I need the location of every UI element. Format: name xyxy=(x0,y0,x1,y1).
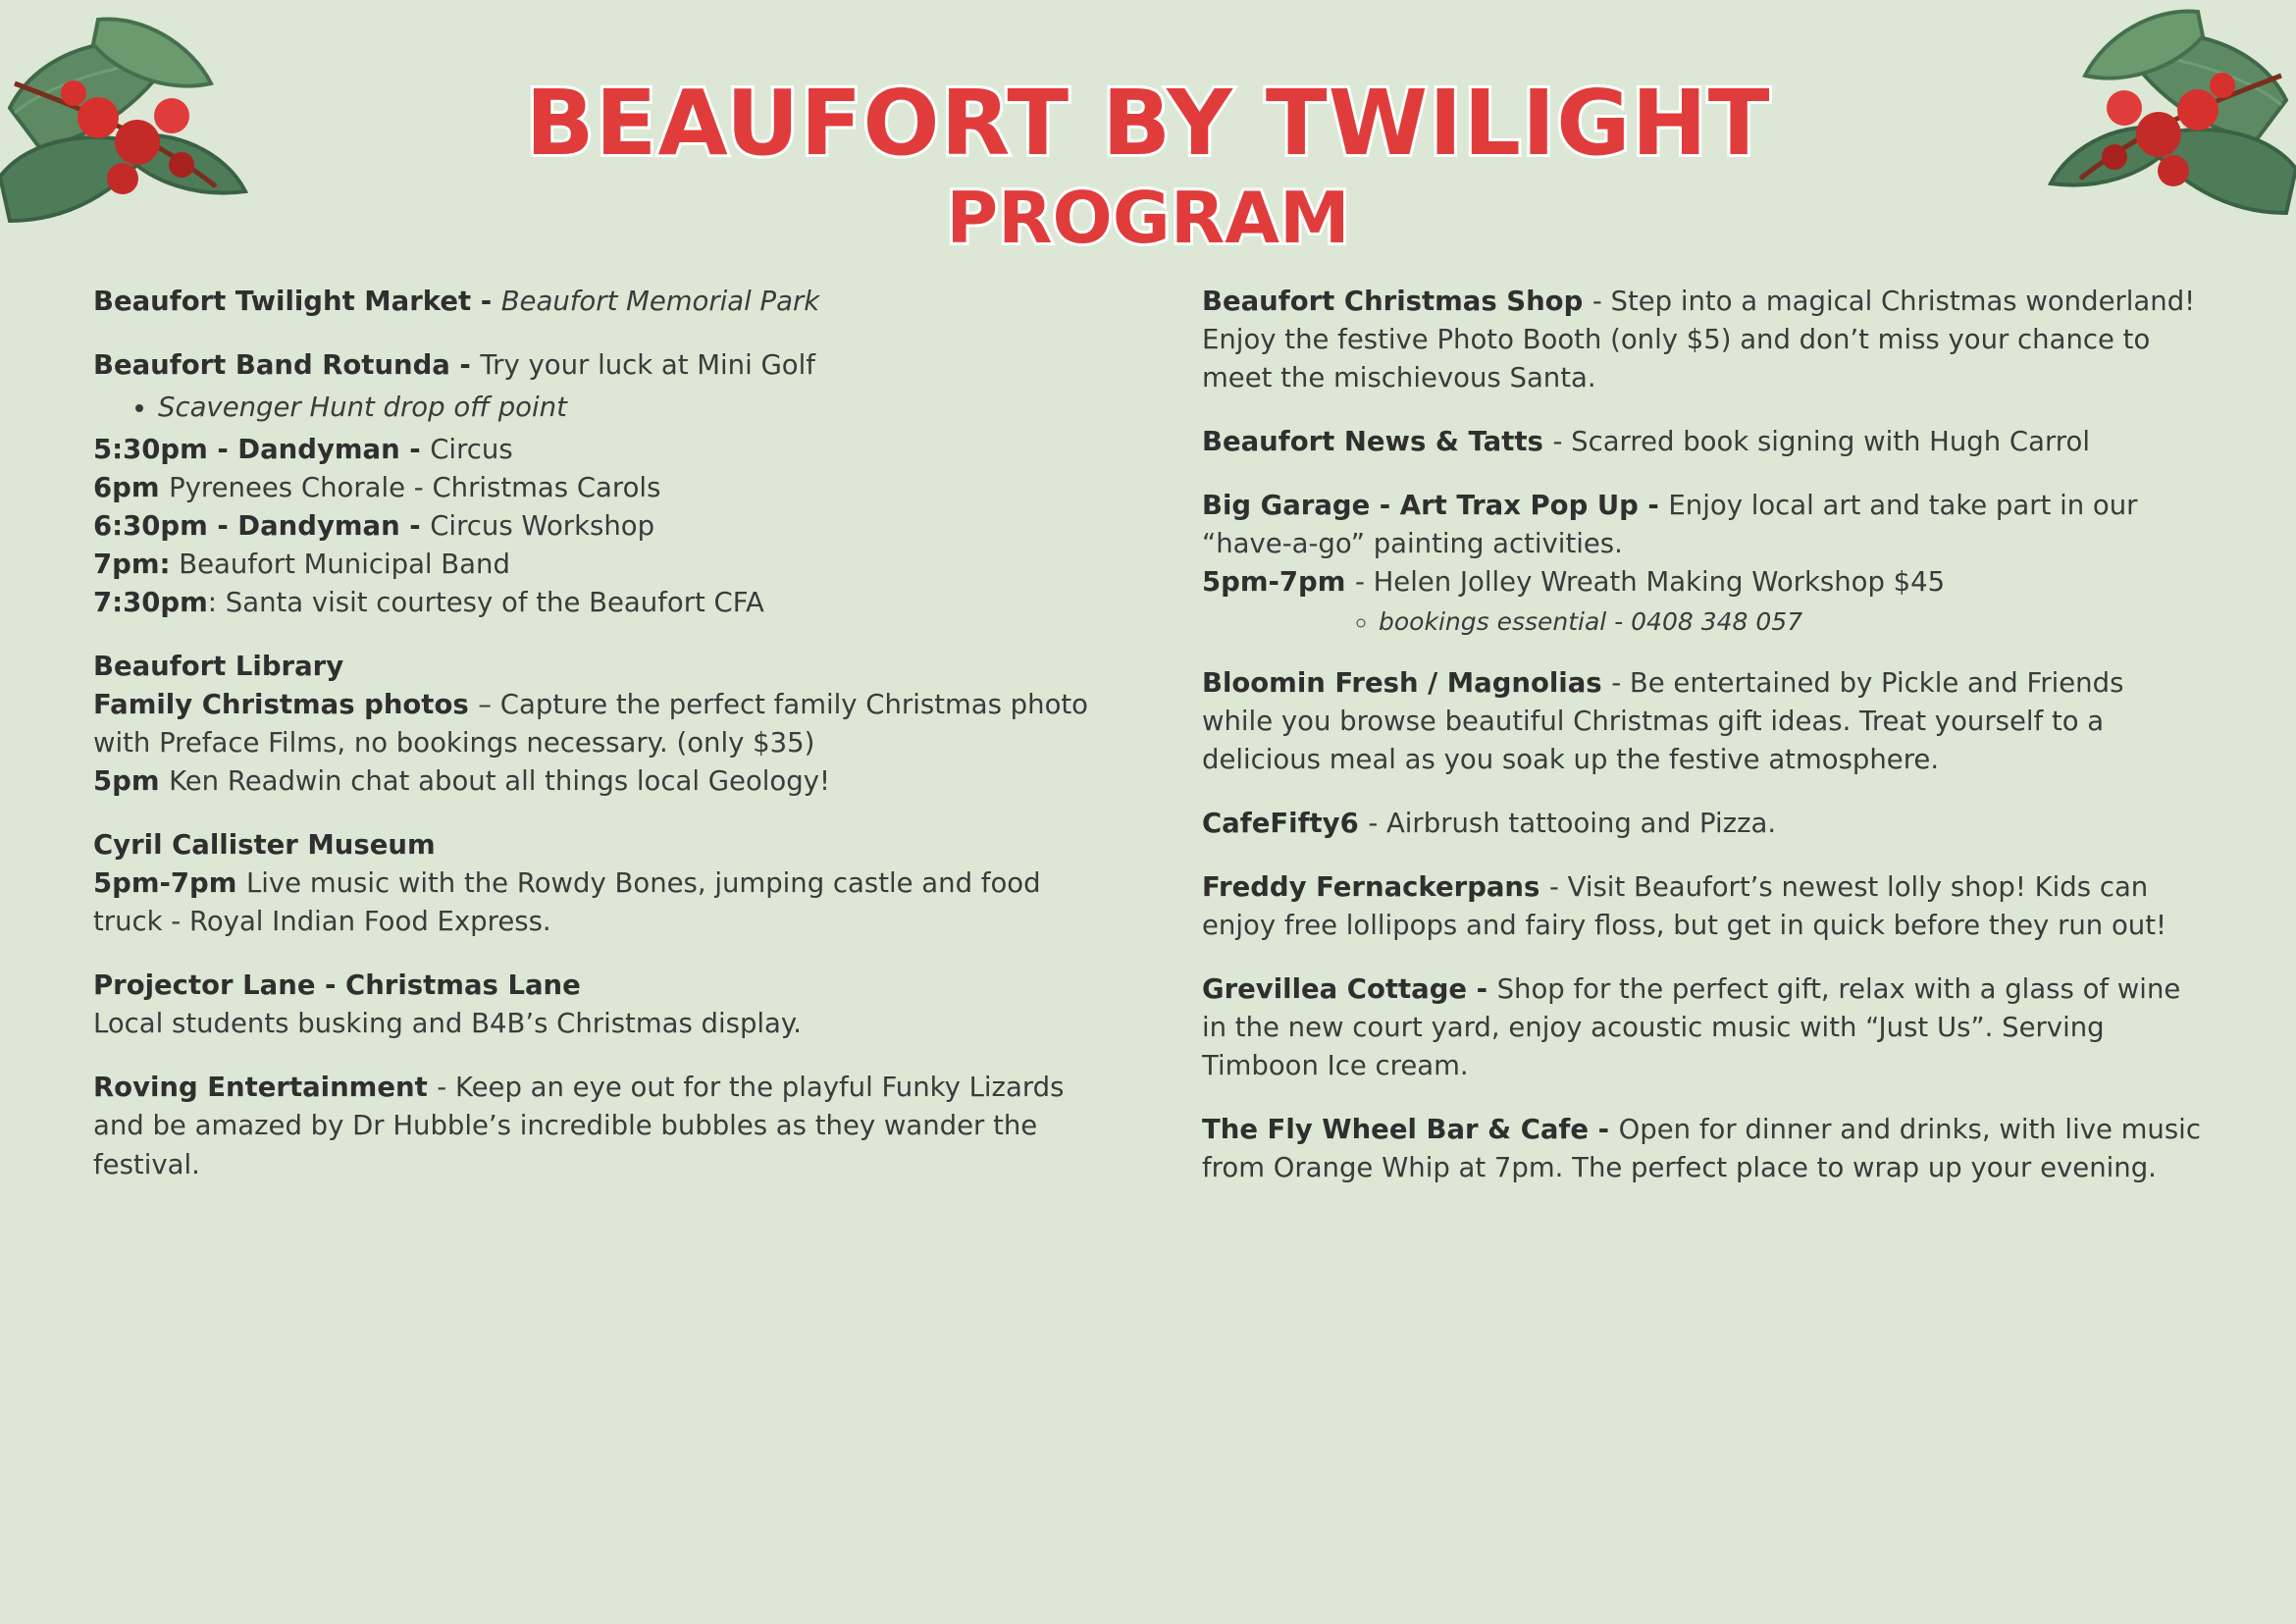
entry-line xyxy=(1202,805,2203,843)
entry-title: 7pm: xyxy=(93,548,171,580)
entry-text: – Capture the perfect family Christmas photo with Preface Films, no bookings necessary. (only $35) xyxy=(93,689,1089,760)
page-title: BEAUFORT BY TWILIGHT xyxy=(525,71,1771,176)
entry-text: - Keep an eye out for the playful Funky Lizards and be amazed by Dr Hubble’s incredible bubbles as they wander the festival. xyxy=(93,1072,1065,1180)
entry-line xyxy=(93,283,1094,321)
entry-text: Try your luck at Mini Golf xyxy=(480,349,815,382)
entry-text: Circus Workshop xyxy=(430,509,655,542)
entry-text: - Scarred book signing with Hugh Carrol xyxy=(1552,426,2090,458)
entry-line xyxy=(93,584,1094,622)
page-subtitle: PROGRAM xyxy=(946,176,1350,259)
entry-title: 5pm xyxy=(93,765,170,798)
entry-line xyxy=(1202,563,2203,602)
program-entry xyxy=(93,283,1094,321)
entry-text: Live music with the Rowdy Bones, jumping castle and food truck - Royal Indian Food Express. xyxy=(93,867,1041,938)
entry-venue: Beaufort Memorial Park xyxy=(500,286,820,318)
program-entry xyxy=(93,826,1094,941)
entry-line xyxy=(1202,970,2203,1085)
entry-title: Beaufort News & Tatts xyxy=(1202,426,1553,458)
program-entry xyxy=(93,346,1094,622)
entry-line xyxy=(93,1005,1094,1043)
entry-line xyxy=(1202,423,2203,461)
flyer-header xyxy=(0,0,2296,259)
entry-line xyxy=(93,507,1094,546)
entry-note-list xyxy=(1202,604,2203,639)
entry-line xyxy=(93,826,1094,864)
entry-title: Family Christmas photos xyxy=(93,689,479,721)
program-entry xyxy=(1202,487,2203,638)
program-columns xyxy=(0,283,2296,1213)
entry-line xyxy=(93,1069,1094,1183)
entry-title: Roving Entertainment xyxy=(93,1072,438,1104)
program-entry xyxy=(1202,970,2203,1085)
entry-line xyxy=(93,469,1094,507)
right-column xyxy=(1202,283,2203,1213)
entry-text: - Airbrush tattooing and Pizza. xyxy=(1368,807,1777,839)
entry-title: Projector Lane - Christmas Lane xyxy=(93,969,581,1002)
entry-text: - Visit Beaufort’s newest lolly shop! Kids can enjoy free lollipops and fairy floss, but get in quick before they run out! xyxy=(1202,870,2167,941)
entry-title: 5pm-7pm xyxy=(93,867,246,900)
entry-title: 7:30pm xyxy=(93,586,208,618)
entry-line xyxy=(1202,283,2203,397)
entry-text: Ken Readwin chat about all things local Geology! xyxy=(169,765,831,798)
entry-text: - Helen Jolley Wreath Making Workshop $45 xyxy=(1354,566,1946,599)
entry-title: Freddy Fernackerpans xyxy=(1202,870,1549,903)
entry-line xyxy=(93,546,1094,584)
entry-title: Beaufort Twilight Market - xyxy=(93,286,501,318)
entry-title: The Fly Wheel Bar & Cafe - xyxy=(1202,1113,1619,1145)
entry-title: CafeFifty6 xyxy=(1202,807,1369,839)
program-entry xyxy=(93,1069,1094,1183)
entry-title: 5pm-7pm xyxy=(1202,566,1355,599)
entry-line xyxy=(93,967,1094,1005)
entry-text: - Be entertained by Pickle and Friends while you browse beautiful Christmas gift ideas. Treat yourself to a delicious meal as you soak up the festive atmosphere. xyxy=(1202,666,2124,775)
entry-line xyxy=(1202,487,2203,563)
entry-text: Local students busking and B4B’s Christmas display. xyxy=(93,1008,802,1040)
entry-title: Bloomin Fresh / Magnolias xyxy=(1202,666,1612,699)
entry-line xyxy=(93,648,1094,686)
entry-line xyxy=(93,864,1094,941)
entry-text: : Santa visit courtesy of the Beaufort CFA xyxy=(207,586,764,618)
entry-line xyxy=(93,431,1094,469)
list-item: ◦ bookings essential - 0408 348 057 xyxy=(1379,604,2203,639)
entry-line xyxy=(93,686,1094,762)
list-item: • Scavenger Hunt drop off point xyxy=(158,389,1094,427)
left-column xyxy=(93,283,1094,1213)
entry-title: Beaufort Christmas Shop xyxy=(1202,286,1592,318)
program-entry xyxy=(1202,868,2203,945)
entry-text: Pyrenees Chorale - Christmas Carols xyxy=(169,471,661,503)
program-entry xyxy=(1202,1111,2203,1187)
entry-line xyxy=(1202,1111,2203,1187)
program-entry xyxy=(1202,805,2203,843)
entry-title: Cyril Callister Museum xyxy=(93,829,436,862)
program-entry xyxy=(1202,423,2203,461)
program-entry xyxy=(93,967,1094,1043)
entry-title: Grevillea Cottage - xyxy=(1202,972,1497,1005)
entry-text: - Step into a magical Christmas wonderland! Enjoy the festive Photo Booth (only $5) and don’t miss your chance to meet the mischievous Santa. xyxy=(1202,286,2196,394)
entry-text: Circus xyxy=(430,433,513,465)
entry-title: 6:30pm - Dandyman - xyxy=(93,509,431,542)
entry-title: 6pm xyxy=(93,471,170,503)
entry-line xyxy=(93,346,1094,385)
entry-title: Beaufort Band Rotunda - xyxy=(93,349,481,382)
entry-bullet-list xyxy=(93,389,1094,427)
entry-line xyxy=(1202,664,2203,779)
entry-text: Enjoy local art and take part in our “have-a-go” painting activities. xyxy=(1202,490,2138,560)
program-entry xyxy=(1202,664,2203,779)
entry-text: Open for dinner and drinks, with live music from Orange Whip at 7pm. The perfect place to wrap up your evening. xyxy=(1202,1113,2201,1183)
entry-line xyxy=(93,762,1094,801)
entry-line xyxy=(1202,868,2203,945)
entry-text: Shop for the perfect gift, relax with a glass of wine in the new court yard, enjoy acoustic music with “Just Us”. Serving Timboon Ice cream. xyxy=(1202,972,2181,1081)
program-entry xyxy=(1202,283,2203,397)
program-entry xyxy=(93,648,1094,801)
entry-title: 5:30pm - Dandyman - xyxy=(93,433,431,465)
entry-title: Big Garage - Art Trax Pop Up - xyxy=(1202,490,1669,522)
entry-title: Beaufort Library xyxy=(93,651,344,683)
entry-text: Beaufort Municipal Band xyxy=(170,548,510,580)
